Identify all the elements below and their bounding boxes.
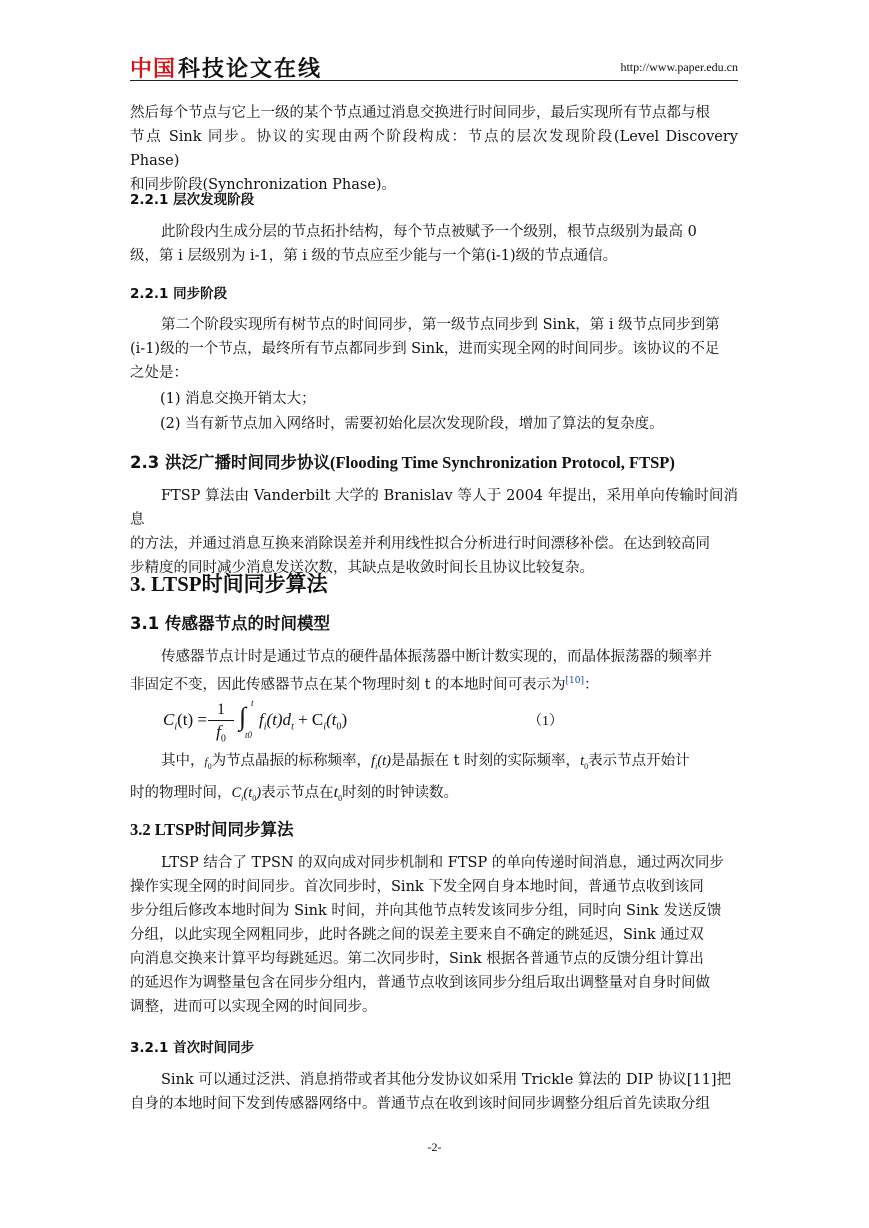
text-line: 然后每个节点与它上一级的某个节点通过消息交换进行时间同步，最后实现所有节点都与根 [130,105,710,121]
section-heading-3 [130,568,328,598]
text-line: 的方法，并通过消息互换来消除误差并利用线性拟合分析进行时间漂移补偿。在达到较高同 [130,536,710,552]
text-line: (i-1)级的一个节点，最终所有节点都同步到 Sink，进而实现全网的时间同步。该协议的不足 [130,341,720,357]
text-span: 非固定不变，因此传感器节点在某个物理时刻 t 的本地时间可表示为 [130,677,566,693]
page-number: -2- [427,1140,442,1154]
paragraph-level-discovery [130,220,738,268]
text-line: 操作实现全网的时间同步。首次同步时，Sink 下发全网自身本地时间，普通节点收到该同 [130,879,704,895]
paragraph-ftsp [130,484,738,580]
section-heading-2-2-1-a: 2.2.1 层次发现阶段 [130,192,255,208]
text-line: 节点 Sink 同步。协议的实现由两个阶段构成：节点的层次发现阶段(Level Discovery Phase) [130,129,738,169]
math-symbol: ) [256,784,262,801]
equation-1 [163,698,738,746]
text-line: 分组，以此实现全网粗同步，此时各跳之间的误差主要来自不确定的跳延迟，Sink 通过双 [130,927,704,943]
eq-subscript: 0 [336,721,342,733]
heading-text: 3. LTSP [130,572,202,596]
heading-text: 2.3 洪泛广播时间同步协议 [130,453,330,472]
section-heading-3-1 [130,610,330,634]
section-heading-3-2-1: 3.2.1 首次时间同步 [130,1040,255,1056]
text-span: 表示节点开始计 [588,753,690,769]
math-subscript: 0 [584,761,589,771]
eq-subscript: i [323,721,327,733]
eq-symbol: C [163,710,175,729]
text-span: 其中， [161,753,205,769]
text-line: 自身的本地时间下发到传感器网络中。普通节点在收到该时间同步调整分组后首先读取分组 [130,1096,710,1112]
inline-math-t0 [580,753,588,769]
math-subscript: 0 [338,793,343,803]
heading-text: 时间同步算法 [194,820,294,839]
text-line: 的延迟作为调整量包含在同步分组内，普通节点收到该同步分组后取出调整量对自身时间做 [130,975,710,991]
text-line: 和同步阶段(Synchronization Phase)。 [130,177,397,193]
integral-sign: ∫ [239,702,247,731]
paragraph-first-sync [130,1068,738,1116]
heading-text: (Flooding Time Synchronization Protocol, FTSP) [329,453,675,472]
site-url[interactable]: http://www.paper.edu.cn [620,60,738,74]
inline-math-t0 [334,785,342,801]
text-line: Sink 可以通过泛洪、消息捎带或者其他分发协议如采用 Trickle 算法的 DIP 协议[11]把 [161,1072,731,1088]
text-line [130,781,738,811]
text-line: 此阶段内生成分层的节点拓扑结构，每个节点被赋予一个级别，根节点级别为最高 0 [161,224,697,240]
text-span: 时刻的时钟读数。 [342,784,459,801]
text-line: 调整，进而可以实现全网的时间同步。 [130,999,377,1015]
eq-symbol: + C [293,710,324,729]
eq-symbol: f [259,710,264,729]
paragraph-time-model [130,645,738,697]
text-line: 第二个阶段实现所有树节点的时间同步，第一级节点同步到 Sink，第 i 级节点同步到第 [161,317,720,333]
eq-symbol: f [216,722,221,741]
section-heading-2-3 [130,449,675,473]
eq-subscript: i [263,721,267,733]
equation-number: （1） [528,714,563,729]
heading-text: 3.1 传感器节点的时间模型 [130,614,330,633]
text-line: 级，第 i 层级别为 i-1，第 i 级的节点应至少能与一个第(i-1)级的节点通信。 [130,248,618,264]
page-header [130,50,738,80]
math-symbol: f [204,756,208,768]
text-line: 向消息交换来计算平均每跳延迟。第二次同步时，Sink 根据各普通节点的反馈分组计算出 [130,951,704,967]
text-line: 传感器节点计时是通过节点的硬件晶体振荡器中断计数实现的，而晶体振荡器的频率并 [161,649,712,665]
paragraph-equation-where [130,749,738,811]
math-subscript: i [375,761,378,771]
math-subscript: 0 [207,761,212,771]
list-item: (1) 消息交换开销太大； [160,391,316,407]
eq-integral-upper: t [251,698,254,708]
inline-math-fi [371,753,391,769]
eq-body [259,710,347,732]
heading-text: 时间同步算法 [201,572,328,596]
citation-link[interactable]: [10] [565,676,585,686]
eq-numerator: 1 [208,700,234,721]
eq-denominator [208,721,234,750]
logo-red-text: 中国 [130,57,177,82]
eq-subscript: t [291,721,294,733]
text-line: LTSP 结合了 TPSN 的双向成对同步机制和 FTSP 的单向传递时间消息，通过两次同步 [161,855,724,871]
eq-fraction [208,700,234,750]
math-subscript: 0 [252,793,257,803]
text-span: 时的物理时间， [130,784,232,801]
intro-paragraph [130,101,738,197]
math-symbol: t [580,753,585,769]
text-line: FTSP 算法由 Vanderbilt 大学的 Branislav 等人于 2004 年提出，采用单向传输时间消息 [130,488,738,528]
text-line [130,749,738,779]
text-line: 步精度的同时减少消息发送次数，其缺点是收敛时间长且协议比较复杂。 [130,560,594,576]
math-symbol: (t) [377,753,392,769]
eq-subscript: 0 [220,733,226,745]
math-symbol: (t [243,784,253,801]
text-span: 表示节点在 [261,784,334,801]
list-item: (2) 当有新节点加入网络时，需要初始化层次发现阶段，增加了算法的复杂度。 [160,416,664,432]
section-heading-3-2 [130,816,294,840]
section-heading-2-2-1-b: 2.2.1 同步阶段 [130,286,228,302]
text-line: 之处是： [130,365,188,381]
text-span: 是晶振在 t 时刻的实际频率， [391,753,581,769]
math-symbol: C [231,784,242,801]
eq-symbol: (t)d [266,710,292,729]
eq-integral-lower: t0 [245,730,253,740]
logo-black-text: 科技论文在线 [178,57,323,82]
inline-math-f0 [205,753,212,769]
math-symbol: t [333,783,339,801]
header-divider [130,80,738,81]
eq-lhs [163,710,207,732]
text-line: 步分组后修改本地时间为 Sink 时间，并向其他节点转发该同步分组，同时向 Sink 发送反馈 [130,903,722,919]
math-symbol: f [371,753,376,769]
text-span: ： [584,677,599,693]
eq-symbol: (t) = [177,710,208,729]
paragraph-ltsp [130,851,738,1019]
eq-symbol: ) [341,710,348,729]
heading-text: 3.2 LTSP [130,820,195,839]
inline-math-ci [232,785,262,801]
paragraph-sync-phase [130,313,738,385]
site-logo [130,52,322,83]
eq-subscript: i [174,721,178,733]
eq-symbol: (t [326,710,337,729]
text-line [130,669,738,697]
text-span: 为节点晶振的标称频率， [211,753,372,769]
math-subscript: i [241,793,244,803]
